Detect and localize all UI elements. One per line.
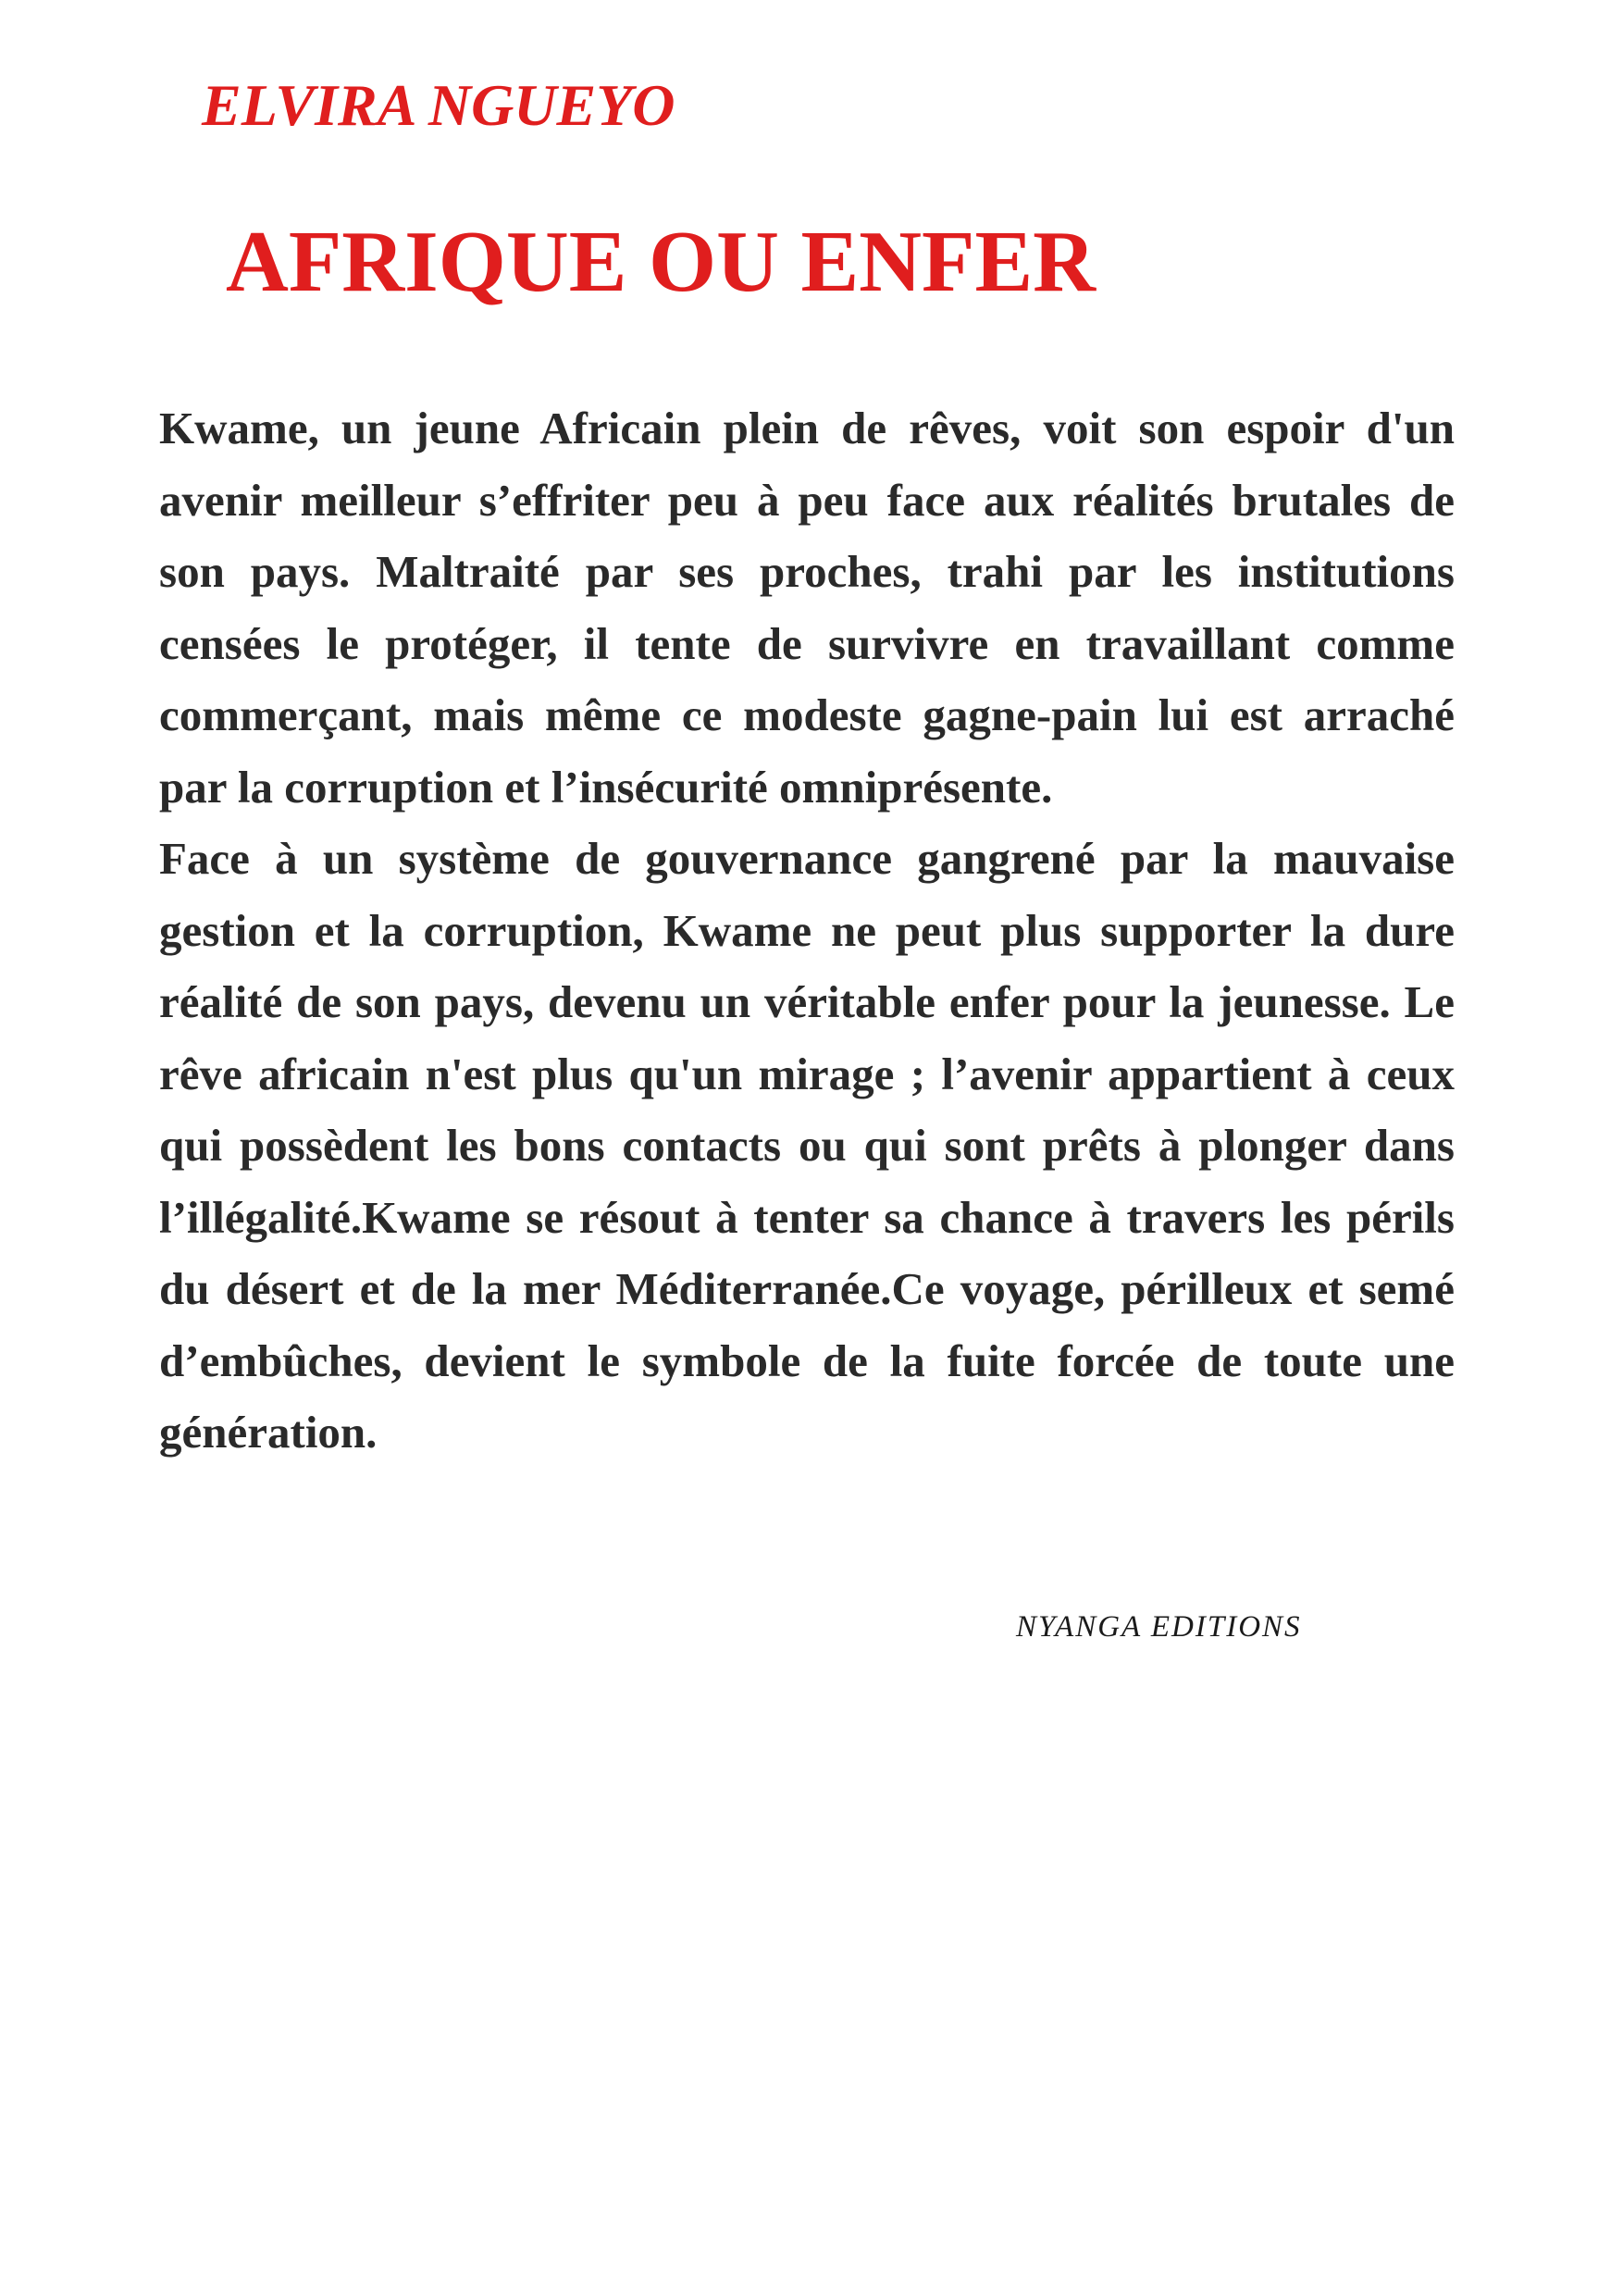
author-name: ELVIRA NGUEYO	[202, 72, 675, 138]
back-cover-blurb	[159, 392, 1455, 1469]
book-title: AFRIQUE OU ENFER	[226, 214, 1096, 310]
blurb-paragraph: Kwame, un jeune Africain plein de rêves, voit son espoir d'un avenir meilleur s’effriter peu à peu face aux réalités brutales de son pays. Maltraité par ses proches, trahi par les institutions censées le protéger, il tente de survivre en travaillant comme commerçant, mais même ce modeste gagne-pain lui est arraché par la corruption et l’insécurité omniprésente.	[159, 403, 1455, 813]
blurb-paragraph: Face à un système de gouvernance gangrené par la mauvaise gestion et la corruption, Kwame ne peut plus supporter la dure réalité de son pays, devenu un véritable enfer pour la jeunesse. Le rêve africain n'est plus qu'un mirage ; l’avenir appartient à ceux qui possèdent les bons contacts ou qui sont prêts à plonger dans l’illégalité.Kwame se résout à tenter sa chance à travers les périls du désert et de la mer Méditerranée.Ce voyage, périlleux et semé d’embûches, devient le symbole de la fuite forcée de toute une génération.	[159, 833, 1455, 1458]
publisher-name: NYANGA EDITIONS	[1016, 1610, 1302, 1644]
